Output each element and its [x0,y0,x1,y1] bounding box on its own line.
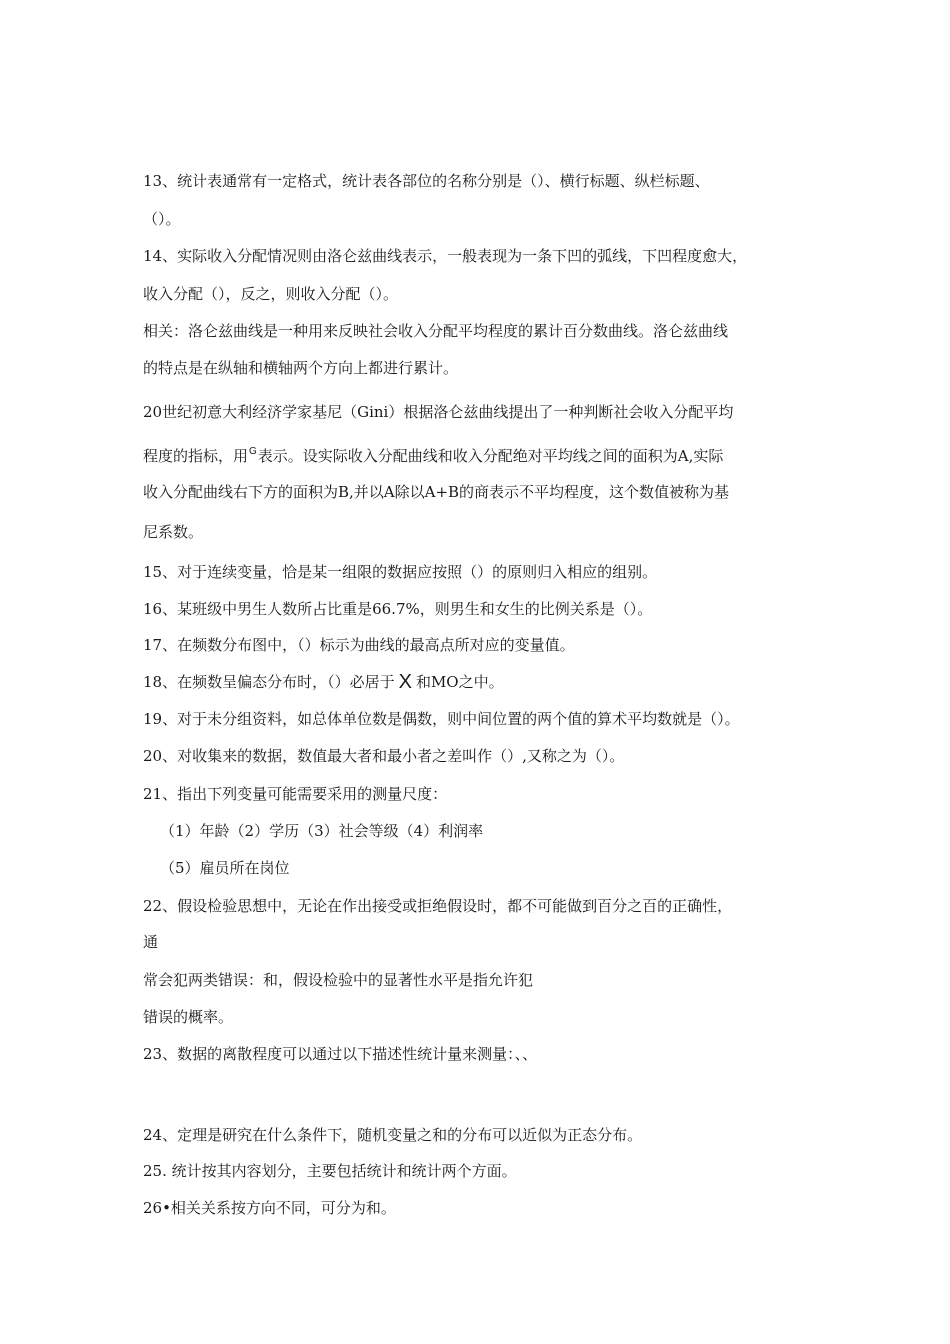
question-20: 20、对收集来的数据，数值最大者和最小者之差叫作（）,又称之为（）。 [143,747,625,765]
gini-line-2-start: 程度的指标，用 [143,447,249,465]
question-13-line-2: （）。 [143,210,181,228]
gini-symbol: G [249,446,257,457]
question-26: 26•相关关系按方向不同，可分为和。 [143,1199,396,1217]
note-line-2: 的特点是在纵轴和横轴两个方向上都进行累计。 [143,359,459,377]
gini-line-4: 尼系数。 [143,523,204,541]
gini-line-3: 收入分配曲线右下方的面积为B,并以A除以A+B的商表示不平均程度，这个数值被称为基 [143,483,730,501]
question-14-line-2: 收入分配（），反之，则收入分配（）。 [143,285,399,303]
question-15: 15、对于连续变量，恰是某一组限的数据应按照（）的原则归入相应的组别。 [143,563,658,581]
question-23: 23、数据的离散程度可以通过以下描述性统计量来测量：、、 [143,1045,538,1063]
gini-line-2 [143,441,723,467]
question-24: 24、定理是研究在什么条件下，随机变量之和的分布可以近似为正态分布。 [143,1126,643,1144]
question-13-line-1: 13、统计表通常有一定格式，统计表各部位的名称分别是（）、横行标题、纵栏标题、 [143,172,710,190]
gini-line-2-end: 表示。设实际收入分配曲线和收入分配绝对平均线之间的面积为A,实际 [257,447,724,465]
question-22-line-4: 错误的概率。 [143,1008,234,1026]
question-16: 16、某班级中男生人数所占比重是66.7%，则男生和女生的比例关系是（）。 [143,600,653,618]
question-25: 25. 统计按其内容划分，主要包括统计和统计两个方面。 [143,1162,517,1180]
question-22-line-2: 通 [143,933,159,951]
question-21: 21、指出下列变量可能需要采用的测量尺度： [143,785,448,803]
question-22-line-3: 常会犯两类错误：和，假设检验中的显著性水平是指允许犯 [143,971,534,989]
note-line-1: 相关：洛仑兹曲线是一种用来反映社会收入分配平均程度的累计百分数曲线。洛仑兹曲线 [143,322,729,340]
question-18-end: 和MO之中。 [415,673,504,691]
mean-symbol: X [398,671,412,693]
question-22-line-1: 22、假设检验思想中，无论在作出接受或拒绝假设时，都不可能做到百分之百的正确性， [143,897,733,915]
question-17: 17、在频数分布图中，（）标示为曲线的最高点所对应的变量值。 [143,636,575,654]
question-19: 19、对于未分组资料，如总体单位数是偶数，则中间位置的两个值的算术平均数就是（）。 [143,710,740,728]
question-18 [143,671,504,693]
question-18-start: 18、在频数呈偏态分布时，（）必居于 [143,673,395,691]
question-14-line-1: 14、实际收入分配情况则由洛仑兹曲线表示，一般表现为一条下凹的弧线，下凹程度愈大， [143,247,748,265]
question-21-items-1: （1）年龄（2）学历（3）社会等级（4）利润率 [160,822,484,840]
gini-line-1: 20世纪初意大利经济学家基尼（Gini）根据洛仑兹曲线提出了一种判断社会收入分配平均 [143,403,734,421]
question-21-items-2: （5）雇员所在岗位 [160,859,290,877]
